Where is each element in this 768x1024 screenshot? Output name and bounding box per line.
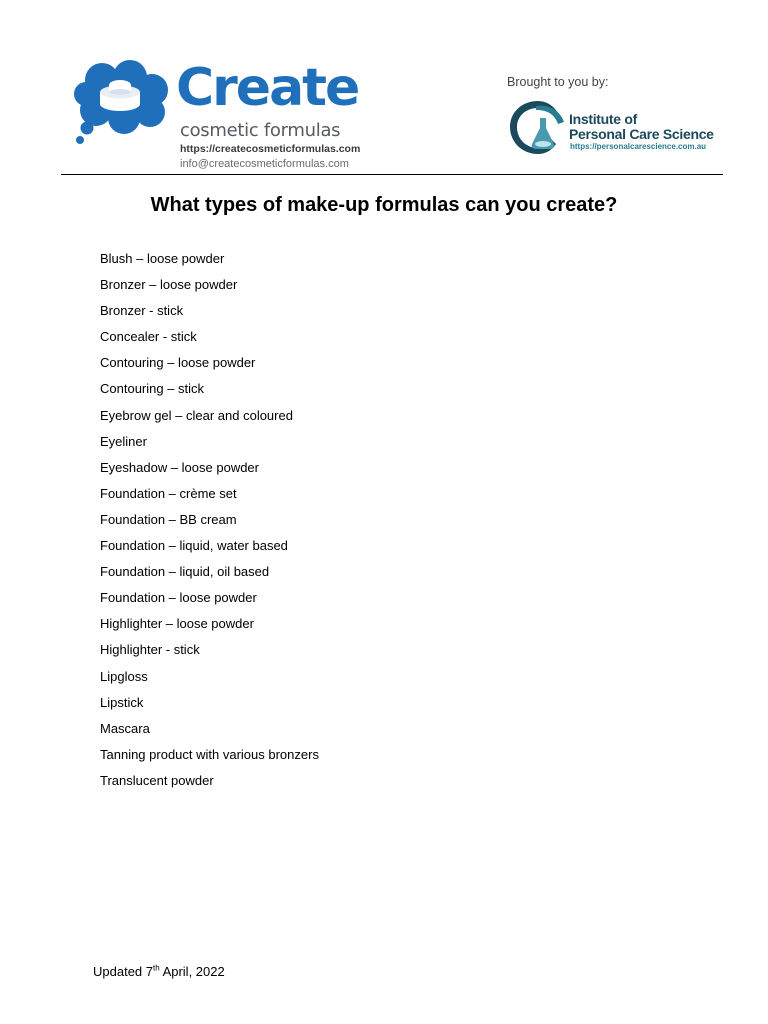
list-item: Eyebrow gel – clear and coloured [100, 407, 293, 423]
formula-type-list [100, 250, 319, 798]
brand-email[interactable]: info@createcosmeticformulas.com [180, 158, 349, 170]
list-item: Foundation – liquid, oil based [100, 564, 270, 580]
brand-url[interactable]: https://createcosmeticformulas.com [180, 143, 361, 155]
updated-ordinal: th [153, 963, 160, 973]
list-item: Foundation – loose powder [100, 590, 257, 606]
updated-date [93, 963, 225, 980]
partner-name-line1: Institute of [569, 111, 637, 127]
create-cosmetic-formulas-logo [72, 60, 372, 175]
header-divider [61, 174, 723, 175]
list-item: Eyeliner [100, 433, 147, 449]
page-title: What types of make-up formulas can you create? [150, 194, 618, 216]
list-item: Contouring – loose powder [100, 355, 256, 371]
list-item: Foundation – liquid, water based [100, 538, 288, 554]
list-item: Concealer - stick [100, 329, 197, 345]
list-item: Mascara [100, 720, 150, 736]
list-item: Foundation – crème set [100, 485, 237, 501]
list-item: Foundation – BB cream [100, 511, 237, 527]
list-item: Lipstick [100, 694, 144, 710]
brought-to-you-label: Brought to you by: [507, 75, 609, 89]
brand-subtitle: cosmetic formulas [180, 120, 341, 141]
partner-url[interactable]: https://personalcarescience.com.au [570, 142, 707, 151]
updated-prefix: Updated 7 [93, 964, 153, 979]
updated-suffix: April, 2022 [159, 964, 225, 979]
list-item: Contouring – stick [100, 381, 205, 397]
partner-name [569, 112, 714, 142]
list-item: Lipgloss [100, 668, 148, 684]
thought-cloud-jar-icon [72, 60, 176, 150]
list-item: Highlighter – loose powder [100, 616, 254, 632]
partner-name-line2: Personal Care Science [569, 126, 714, 142]
list-item: Translucent powder [100, 772, 214, 788]
list-item: Eyeshadow – loose powder [100, 459, 259, 475]
list-item: Blush – loose powder [100, 251, 225, 266]
face-flask-icon [508, 98, 568, 158]
list-item: Tanning product with various bronzers [100, 746, 319, 762]
brand-name: Create [176, 58, 359, 118]
list-item: Bronzer – loose powder [100, 277, 238, 293]
list-item: Bronzer - stick [100, 303, 184, 319]
list-item: Highlighter - stick [100, 642, 200, 658]
institute-personal-care-science-logo [508, 98, 728, 158]
